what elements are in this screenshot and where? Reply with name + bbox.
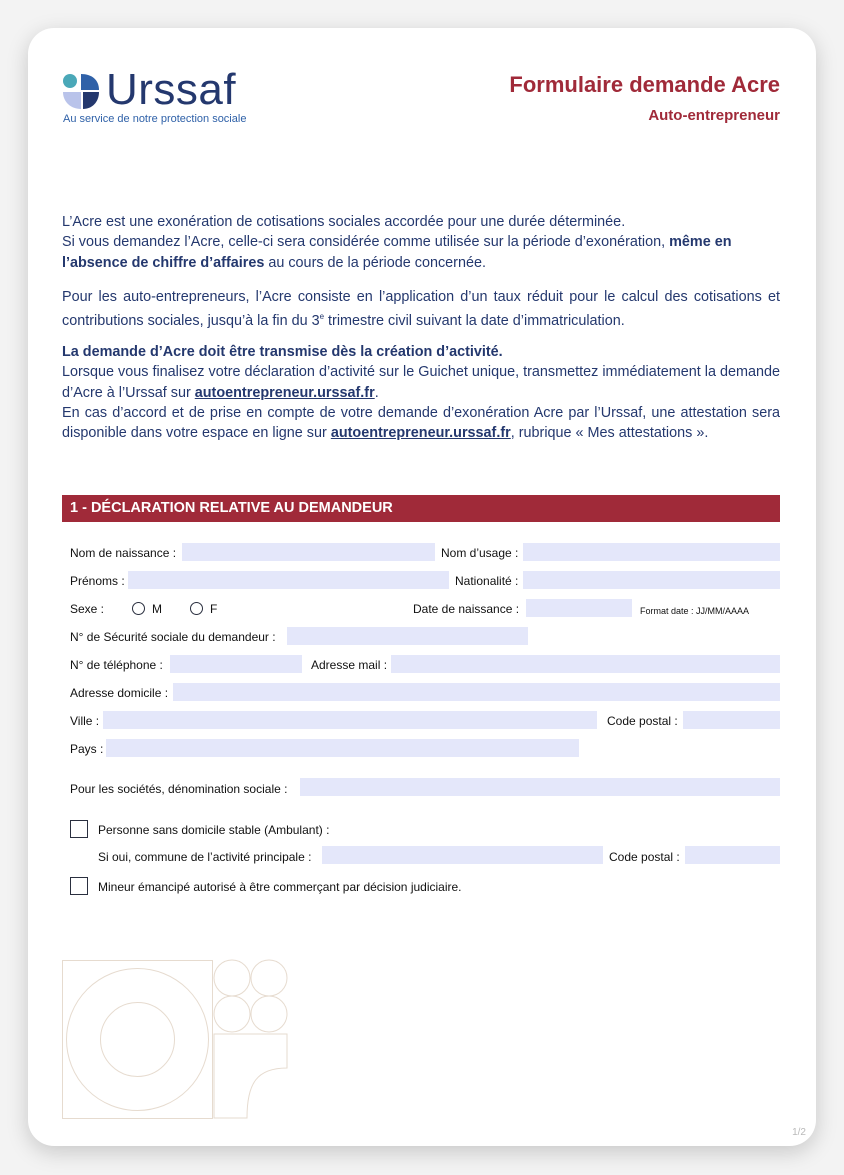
date-naissance-label: Date de naissance : (413, 602, 520, 616)
sexe-f-label: F (210, 602, 218, 616)
pays-field[interactable] (106, 739, 579, 757)
decorative-circles-graphic (62, 958, 292, 1121)
intro-paragraph-1: L’Acre est une exonération de cotisations sociales accordée pour une durée déterminée. Si vous demandez l’Acre, celle-ci sera considérée comme utilisée sur la période d’exonération, même en l’absence de chiffre d’affaires au cours de la période concernée. (62, 214, 732, 271)
ville-field[interactable] (103, 711, 597, 729)
mail-field[interactable] (391, 655, 780, 673)
prenoms-label: Prénoms : (70, 574, 125, 588)
sexe-label: Sexe : (70, 602, 105, 616)
emphasis-timing: La demande d’Acre doit être transmise dès la création d’activité. (62, 344, 503, 360)
sexe-m-label: M (152, 602, 162, 616)
adresse-label: Adresse domicile : (70, 686, 169, 700)
pays-label: Pays : (70, 742, 104, 756)
code-postal-label: Code postal : (607, 714, 678, 728)
nom-usage-field[interactable] (523, 543, 780, 561)
code-postal-2-field[interactable] (685, 846, 780, 864)
ville-label: Ville : (70, 714, 100, 728)
date-naissance-field[interactable] (526, 599, 632, 617)
mineur-label: Mineur émancipé autorisé à être commerçant par décision judiciaire. (98, 880, 462, 894)
secu-label: N° de Sécurité sociale du demandeur : (70, 630, 276, 644)
document-subtitle: Auto-entrepreneur (648, 107, 780, 124)
telephone-field[interactable] (170, 655, 302, 673)
telephone-label: N° de téléphone : (70, 658, 163, 672)
page-number: 1/2 (792, 1127, 806, 1138)
form-page (28, 28, 816, 1146)
section-1-header: 1 - DÉCLARATION RELATIVE AU DEMANDEUR (62, 495, 780, 522)
urssaf-link-1[interactable]: autoentrepreneur.urssaf.fr (194, 384, 375, 401)
sans-domicile-checkbox[interactable] (70, 820, 88, 838)
nom-naissance-field[interactable] (182, 543, 435, 561)
commune-field[interactable] (322, 846, 603, 864)
nom-naissance-label: Nom de naissance : (70, 546, 177, 560)
nom-usage-label: Nom d’usage : (441, 546, 519, 560)
code-postal-field[interactable] (683, 711, 780, 729)
code-postal-2-label: Code postal : (609, 850, 680, 864)
mail-label: Adresse mail : (311, 658, 388, 672)
prenoms-field[interactable] (128, 571, 449, 589)
format-date-hint: Format date : JJ/MM/AAAA (640, 606, 750, 616)
secu-field[interactable] (287, 627, 528, 645)
urssaf-link-2[interactable]: autoentrepreneur.urssaf.fr (330, 425, 511, 442)
nationalite-field[interactable] (523, 571, 780, 589)
emphasis-no-revenue: même en l’absence de chiffre d’affaires (62, 234, 732, 271)
mineur-checkbox[interactable] (70, 877, 88, 895)
logo-tagline: Au service de notre protection sociale (63, 113, 247, 125)
logo-wordmark: Urssaf (106, 65, 237, 114)
sexe-m-radio[interactable] (132, 602, 145, 615)
societes-field[interactable] (300, 778, 780, 796)
document-title: Formulaire demande Acre (509, 72, 780, 97)
sexe-f-radio[interactable] (190, 602, 203, 615)
nationalite-label: Nationalité : (455, 574, 519, 588)
sans-domicile-label: Personne sans domicile stable (Ambulant) : (98, 823, 330, 837)
adresse-field[interactable] (173, 683, 780, 701)
intro-paragraph-3: La demande d’Acre doit être transmise dès la création d’activité. Lorsque vous finalisez votre déclaration d’activité sur le Guichet unique, transmettez immédiatement la demande d’Acre à l’Urssaf sur autoentrepreneur.urssaf.fr. En cas d’accord et de prise en compte de votre demande d’exonération Acre par l’Urssaf, une attestation sera disponible dans votre espace en ligne sur autoentrepreneur.urssaf.fr, rubrique « Mes attestations ». (62, 344, 780, 442)
urssaf-logo-icon (62, 72, 100, 110)
intro-paragraph-2: Pour les auto-entrepreneurs, l’Acre consiste en l’application d’un taux réduit pour le calcul des cotisations et contributions sociales, jusqu’à la fin du 3e trimestre civil suivant la date d’immatriculation. (62, 289, 780, 330)
societes-label: Pour les sociétés, dénomination sociale : (70, 782, 288, 796)
commune-label: Si oui, commune de l’activité principale : (98, 850, 312, 864)
